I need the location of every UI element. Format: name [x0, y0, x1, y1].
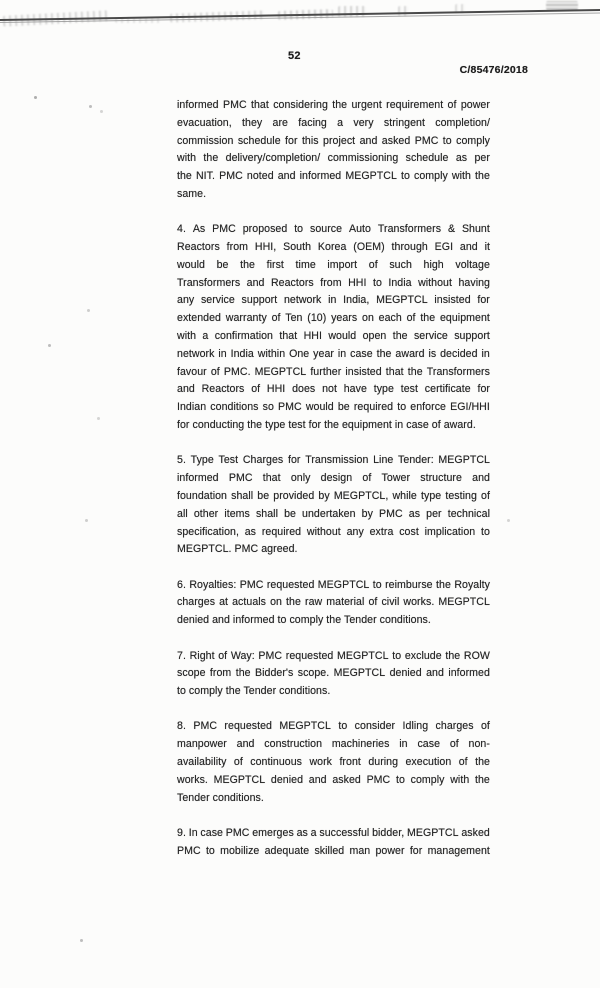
scan-speck [34, 96, 37, 99]
para-5 [177, 452, 490, 559]
text-line: MEGPTCL. PMC agreed. [177, 543, 298, 556]
text-line: for conducting the type test for the equipment in case of award. [177, 419, 476, 432]
text-line: availability of continuous work front during execution of the [177, 756, 490, 768]
text-line: evacuation, they are facing a very stringent completion/ [177, 116, 490, 129]
text-line: would be the first time import of such high voltage [177, 258, 490, 271]
text-line: works. MEGPTCL denied and asked PMC to comply with the [177, 773, 490, 786]
scan-speck [89, 105, 92, 108]
text-line: specification, as required without any extra cost implication to [177, 525, 490, 538]
text-line: manpower and construction machineries in case of non- [177, 738, 490, 751]
text-line: extended warranty of Ten (10) years on each of the equipment [177, 312, 490, 325]
scan-artifact-band [0, 0, 600, 34]
scan-speck [507, 519, 510, 522]
text-line: 8. PMC requested MEGPTCL to consider Idling charges of [177, 720, 490, 733]
scan-speck [80, 939, 83, 942]
text-line: with a confirmation that HHI would open the service support [177, 330, 490, 343]
text-line: Indian conditions so PMC would be required to enforce EGI/HHI [177, 401, 490, 414]
text-line: charges at actuals on the raw material of civil works. MEGPTCL [177, 596, 490, 609]
text-line: all other items shall be undertaken by PMC as per technical [177, 507, 490, 520]
scan-speck [97, 417, 100, 420]
text-line: any service support network in India, MEGPTCL insisted for [177, 294, 490, 307]
text-line: foundation shall be provided by MEGPTCL, while type testing of [177, 489, 490, 502]
text-line: to comply the Tender conditions. [177, 685, 331, 698]
text-line: 9. In case PMC emerges as a successful bidder, MEGPTCL asked [177, 826, 490, 839]
text-line: scope from the Bidder's scope. MEGPTCL denied and informed [177, 667, 490, 680]
text-line: 4. As PMC proposed to source Auto Transformers & Shunt [177, 223, 490, 236]
para-3-continuation [177, 97, 490, 204]
text-line: Reactors from HHI, South Korea (OEM) through EGI and it [177, 241, 490, 254]
scan-speck [85, 519, 88, 522]
text-line: informed PMC that only design of Tower structure and [177, 472, 490, 485]
scan-speck [87, 309, 90, 312]
text-line: favour of PMC. MEGPTCL further insisted that the Transformers [177, 365, 490, 378]
scan-smudge [398, 6, 410, 16]
text-line: 7. Right of Way: PMC requested MEGPTCL to exclude the ROW [177, 649, 490, 662]
para-7 [177, 648, 490, 701]
text-line: same. [177, 187, 207, 200]
para-4 [177, 221, 490, 435]
page-number: 52 [288, 50, 301, 62]
scan-speck [48, 344, 51, 347]
para-8 [177, 718, 490, 807]
text-line: informed PMC that considering the urgent requirement of power [177, 99, 490, 111]
text-line: Tender conditions. [177, 791, 264, 804]
text-line: 5. Type Test Charges for Transmission Line Tender: MEGPTCL [177, 454, 490, 467]
case-number: C/85476/2018 [459, 64, 528, 76]
text-line: PMC to mobilize adequate skilled man power for management [177, 844, 490, 857]
para-9 [177, 825, 490, 861]
text-line: network in India within One year in case the award is decided in [177, 347, 490, 360]
para-6 [177, 577, 490, 630]
text-line: the NIT. PMC noted and informed MEGPTCL to comply with the [177, 170, 490, 183]
scan-speck [100, 110, 103, 113]
document-body [177, 97, 490, 878]
text-line: and Reactors of HHI does not have type test certificate for [177, 383, 490, 396]
text-line: 6. Royalties: PMC requested MEGPTCL to reimburse the Royalty [177, 578, 490, 591]
text-line: with the delivery/completion/ commissioning schedule as per [177, 152, 490, 165]
text-line: Transformers and Reactors from HHI to India without having [177, 276, 490, 289]
text-line: denied and informed to comply the Tender conditions. [177, 614, 431, 627]
text-line: commission schedule for this project and asked PMC to comply [177, 134, 490, 147]
